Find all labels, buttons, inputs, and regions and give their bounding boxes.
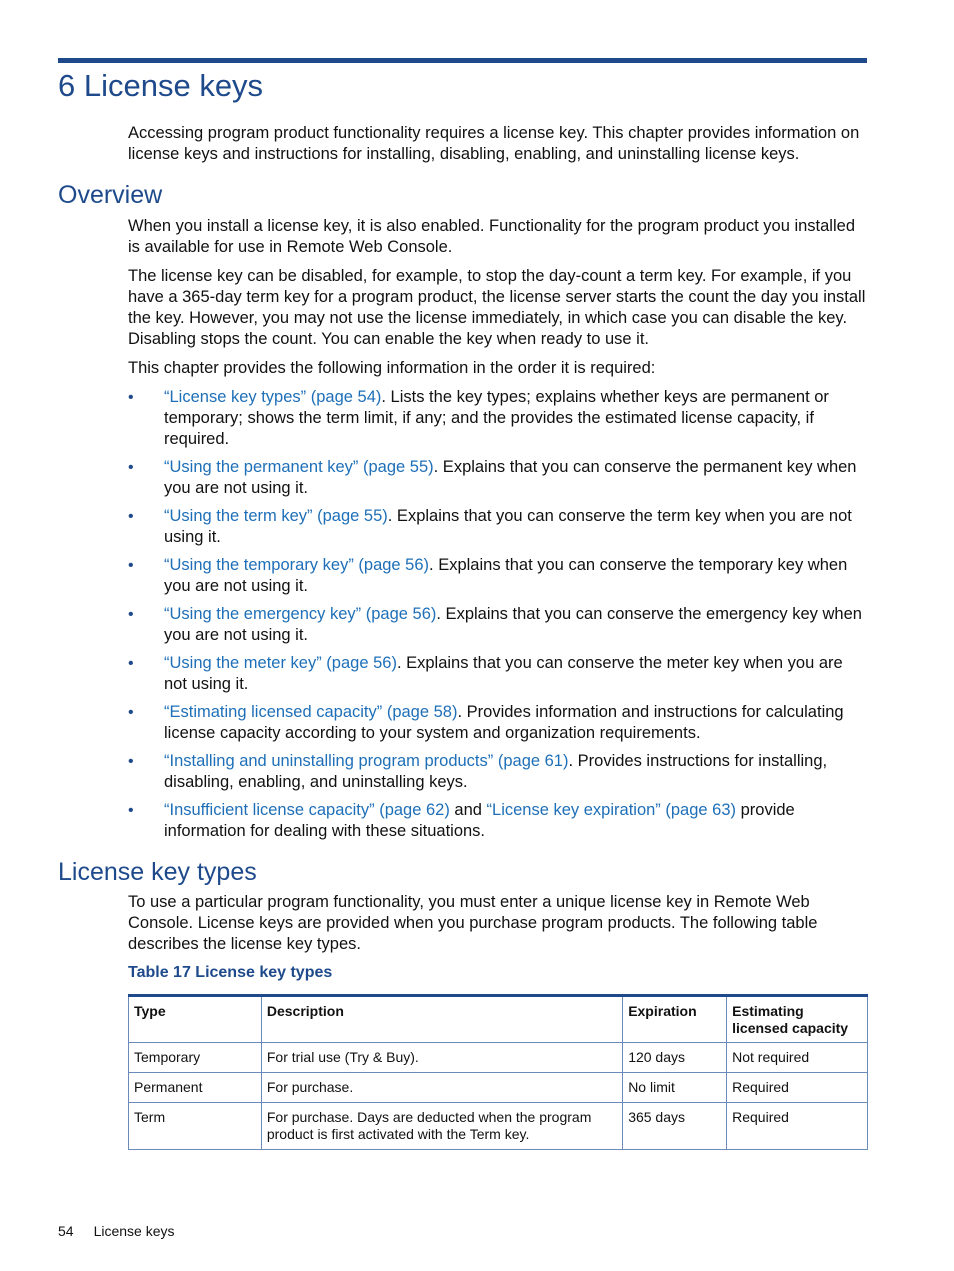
table-row [129,1103,868,1150]
table-row [129,1073,868,1103]
link-estimating-capacity[interactable]: “Estimating licensed capacity” (page 58) [164,703,458,721]
bullet-icon: • [128,753,134,770]
link-installing-products[interactable]: “Installing and uninstalling program products” (page 61) [164,752,569,770]
overview-paragraph-1: When you install a license key, it is also enabled. Functionality for the program product you installed is available for use in Remote Web Console. [128,217,855,256]
cell-expiration: No limit [623,1073,727,1103]
list-item-text: . Lists the key types; explains whether keys are permanent or temporary; shows the term limit, if any; and the provides the estimated license capacity, if required. [164,388,829,448]
link-insufficient-capacity[interactable]: “Insufficient license capacity” (page 62) [164,801,450,819]
bullet-icon: • [128,655,134,672]
link-license-key-types[interactable]: “License key types” (page 54) [164,388,382,406]
cell-type: Temporary [129,1043,262,1073]
list-item-text: and [449,801,487,819]
list-item-text: . Explains that you can conserve the emergency key when you are not using it. [164,605,862,644]
bullet-icon: • [128,459,134,476]
chapter-rule [58,58,867,63]
column-header-capacity: Estimating licensed capacity [727,996,868,1043]
list-item [128,702,868,744]
link-meter-key[interactable]: “Using the meter key” (page 56) [164,654,397,672]
link-term-key[interactable]: “Using the term key” (page 55) [164,507,388,525]
table-row [129,1043,868,1073]
link-permanent-key[interactable]: “Using the permanent key” (page 55) [164,458,434,476]
list-item [128,555,868,597]
bullet-icon: • [128,508,134,525]
column-header-description: Description [261,996,622,1043]
footer-section-title: License keys [93,1223,175,1239]
cell-type: Permanent [129,1073,262,1103]
cell-capacity: Required [727,1103,868,1150]
table-caption: Table 17 License key types [128,964,333,981]
list-item-text: . Explains that you can conserve the term key when you are not using it. [164,507,852,546]
topic-list [128,387,868,842]
link-emergency-key[interactable]: “Using the emergency key” (page 56) [164,605,437,623]
cell-capacity: Not required [727,1043,868,1073]
link-key-expiration[interactable]: “License key expiration” (page 63) [486,801,737,819]
list-item [128,653,868,695]
cell-expiration: 365 days [623,1103,727,1150]
cell-expiration: 120 days [623,1043,727,1073]
list-item [128,387,868,450]
bullet-icon: • [128,606,134,623]
list-item-text: . Explains that you can conserve the permanent key when you are not using it. [164,458,857,497]
overview-paragraph-3: This chapter provides the following information in the order it is required: [128,359,656,377]
link-temporary-key[interactable]: “Using the temporary key” (page 56) [164,556,430,574]
bullet-icon: • [128,389,134,406]
list-item-text: . Explains that you can conserve the temporary key when you are not using it. [164,556,848,595]
cell-capacity: Required [727,1073,868,1103]
cell-description: For purchase. [261,1073,622,1103]
list-item [128,506,868,548]
list-item [128,800,868,842]
overview-section [128,216,868,849]
column-header-type: Type [129,996,262,1043]
list-item-text: . Provides information and instructions for calculating license capacity according to your system and organization requirements. [164,703,844,742]
overview-heading: Overview [58,181,163,209]
license-key-types-heading: License key types [58,858,257,886]
bullet-icon: • [128,802,134,819]
cell-description: For purchase. Days are deducted when the program product is first activated with the Term key. [261,1103,622,1150]
bullet-icon: • [128,557,134,574]
license-key-types-paragraph: To use a particular program functionality, you must enter a unique license key in Remote Web Console. License keys are provided when you purchase program products. The following table describes the license key types. [128,893,818,953]
intro-paragraph: Accessing program product functionality requires a license key. This chapter provides information on license keys and instructions for installing, disabling, enabling, and uninstalling license keys. [128,124,860,163]
chapter-title: 6 License keys [58,68,264,103]
list-item-text: . Explains that you can conserve the meter key when you are not using it. [164,654,843,693]
bullet-icon: • [128,704,134,721]
cell-description: For trial use (Try & Buy). [261,1043,622,1073]
page-number: 54 [58,1223,74,1239]
cell-type: Term [129,1103,262,1150]
list-item [128,751,868,793]
list-item-text: provide information for dealing with these situations. [164,801,795,840]
list-item [128,604,868,646]
overview-paragraph-2: The license key can be disabled, for example, to stop the day-count a term key. For example, if you have a 365-day term key for a program product, the license server starts the count the day you install the key. However, you may not use the license immediately, in which case you can disable the key. Disabling stops the count. You can enable the key when ready to use it. [128,267,866,348]
table-header-row [129,996,868,1043]
license-key-table [128,994,868,1150]
list-item [128,457,868,499]
list-item-text: . Provides instructions for installing, disabling, enabling, and uninstalling keys. [164,752,828,791]
column-header-expiration: Expiration [623,996,727,1043]
page-footer [58,1223,175,1239]
